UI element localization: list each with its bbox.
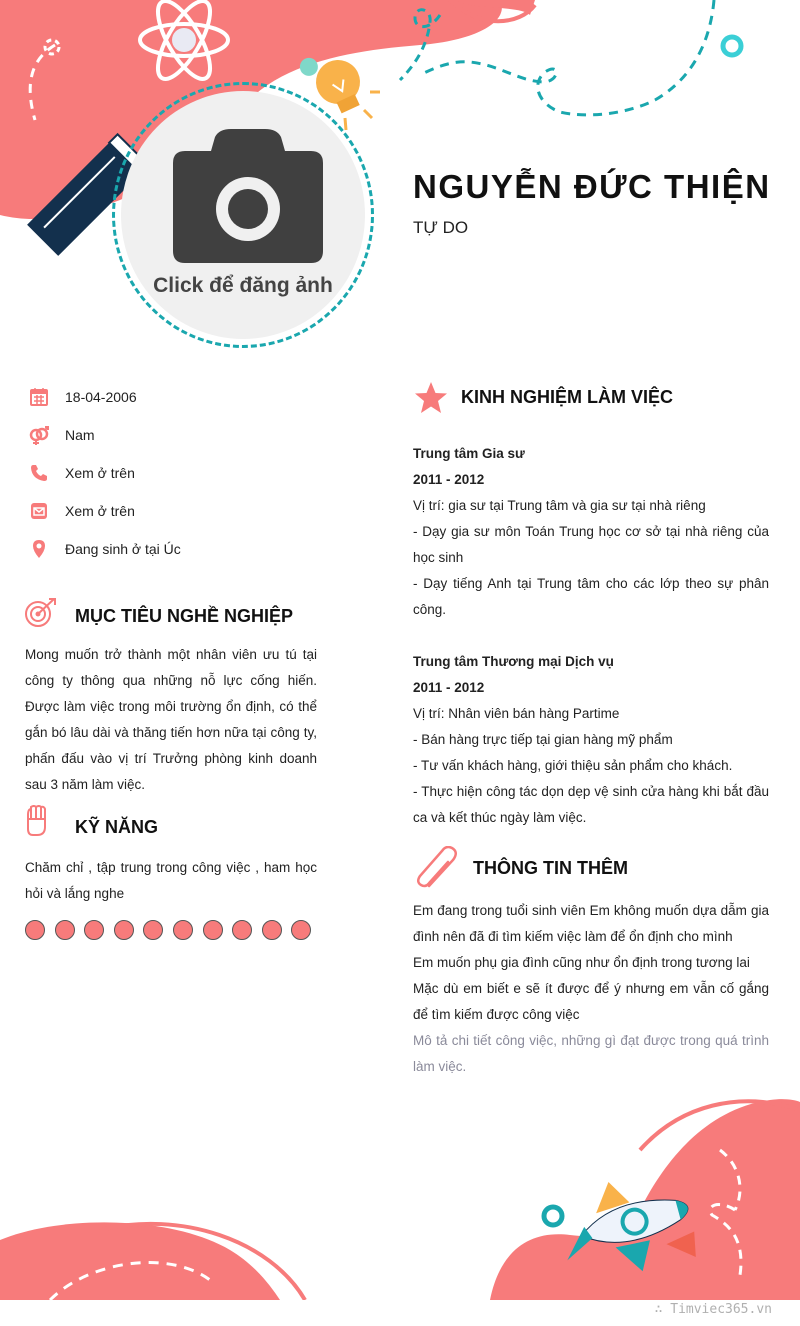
- job-company: Trung tâm Thương mại Dịch vụ: [413, 654, 614, 669]
- coral-blob-bottom-right: [490, 1099, 800, 1300]
- experience-item: [413, 441, 769, 623]
- teal-ring: [723, 37, 741, 55]
- job-description-line: Vị trí: Nhân viên bán hàng Partime: [413, 706, 620, 721]
- location-pin-icon: [28, 538, 50, 560]
- skill-rating-dot: [232, 920, 252, 940]
- gender-icon: [28, 424, 50, 446]
- calendar-icon: [28, 386, 50, 408]
- job-title: TỰ DO: [413, 218, 469, 237]
- skill-rating-dot: [55, 920, 75, 940]
- extra-info-line: Em muốn phụ gia đình cũng như ổn định trong tương lai: [413, 955, 750, 970]
- contact-birthday: [28, 385, 137, 409]
- coral-blob-bottom-left: [0, 1222, 280, 1300]
- email-icon: [28, 500, 50, 522]
- skill-rating: [25, 920, 321, 940]
- job-period: 2011 - 2012: [413, 472, 485, 487]
- extra-info-text: [413, 898, 769, 1080]
- avatar-circle: [121, 91, 365, 339]
- extra-info-line: Mặc dù em biết e sẽ ít được để ý nhưng em vẫn cố gắng để tìm kiếm được công việc: [413, 981, 769, 1022]
- contact-phone-text: Xem ở trên: [65, 465, 135, 481]
- target-icon: [24, 596, 58, 630]
- job-description-line: Vị trí: gia sư tại Trung tâm và gia sư tại nhà riêng: [413, 498, 706, 513]
- bottom-decoration: [0, 1090, 800, 1300]
- contact-email: [28, 499, 135, 523]
- contact-gender: [28, 423, 95, 447]
- candidate-name: NGUYỄN ĐỨC THIỆN: [413, 168, 771, 205]
- skill-rating-dot: [203, 920, 223, 940]
- extra-info-placeholder: Mô tả chi tiết công việc, những gì đạt được trong quá trình làm việc.: [413, 1033, 769, 1074]
- extra-info-title: THÔNG TIN THÊM: [473, 858, 628, 878]
- job-description-line: - Dạy tiếng Anh tại Trung tâm cho các lớp theo sự phân công.: [413, 576, 769, 617]
- experience-item: [413, 649, 769, 831]
- phone-icon: [28, 462, 50, 484]
- objective-text: Mong muốn trở thành một nhân viên ưu tú tại công ty thông qua những nỗ lực cống hiến. Được làm việc trong môi trường ổn định, có thể gắn bó lâu dài và thăng tiến hơn nữa tại công ty, phấn đấu vào vị trí Trưởng phòng kinh doanh sau 3 năm làm việc.: [25, 647, 317, 792]
- contact-gender-text: Nam: [65, 427, 95, 443]
- star-icon: [414, 381, 448, 415]
- skills-text: Chăm chỉ , tập trung trong công việc , ham học hỏi và lắng nghe: [25, 860, 317, 901]
- paperclip-icon: [415, 846, 459, 890]
- fist-icon: [25, 805, 47, 837]
- skills-title: KỸ NĂNG: [75, 817, 159, 837]
- camera-icon: [171, 129, 325, 265]
- contact-email-text: Xem ở trên: [65, 503, 135, 519]
- job-description-line: - Thực hiện công tác dọn dẹp vệ sinh cửa hàng khi bắt đầu ca và kết thúc ngày làm việc.: [413, 784, 769, 825]
- avatar-upload-label: Click để đăng ảnh: [153, 274, 333, 297]
- site-watermark: ∴ Timviec365.vn: [654, 1302, 772, 1317]
- extra-info-line: Em đang trong tuổi sinh viên Em không muốn dựa dẫm gia đình nên đã đi tìm kiếm việc làm để ổn định cho mình: [413, 903, 769, 944]
- job-description-line: - Tư vấn khách hàng, giới thiệu sản phẩm cho khách.: [413, 758, 733, 773]
- skill-rating-dot: [262, 920, 282, 940]
- skill-rating-dot: [173, 920, 193, 940]
- contact-address-text: Đang sinh ở tại Úc: [65, 541, 181, 557]
- skill-rating-dot: [143, 920, 163, 940]
- skill-rating-dot: [84, 920, 104, 940]
- contact-phone: [28, 461, 135, 485]
- skill-rating-dot: [25, 920, 45, 940]
- contact-address: [28, 537, 181, 561]
- experience-title: KINH NGHIỆM LÀM VIỆC: [461, 387, 674, 407]
- teal-ring-bottom: [544, 1207, 562, 1225]
- job-company: Trung tâm Gia sư: [413, 446, 525, 461]
- skill-rating-dot: [114, 920, 134, 940]
- job-period: 2011 - 2012: [413, 680, 485, 695]
- objective-title: MỤC TIÊU NGHỀ NGHIỆP: [75, 606, 294, 626]
- contact-birthday-text: 18-04-2006: [65, 389, 137, 405]
- skill-rating-dot: [291, 920, 311, 940]
- avatar-upload[interactable]: [112, 82, 374, 348]
- job-description-line: - Dạy gia sư môn Toán Trung học cơ sở tại nhà riêng của học sinh: [413, 524, 769, 565]
- job-description-line: - Bán hàng trực tiếp tại gian hàng mỹ phẩm: [413, 732, 673, 747]
